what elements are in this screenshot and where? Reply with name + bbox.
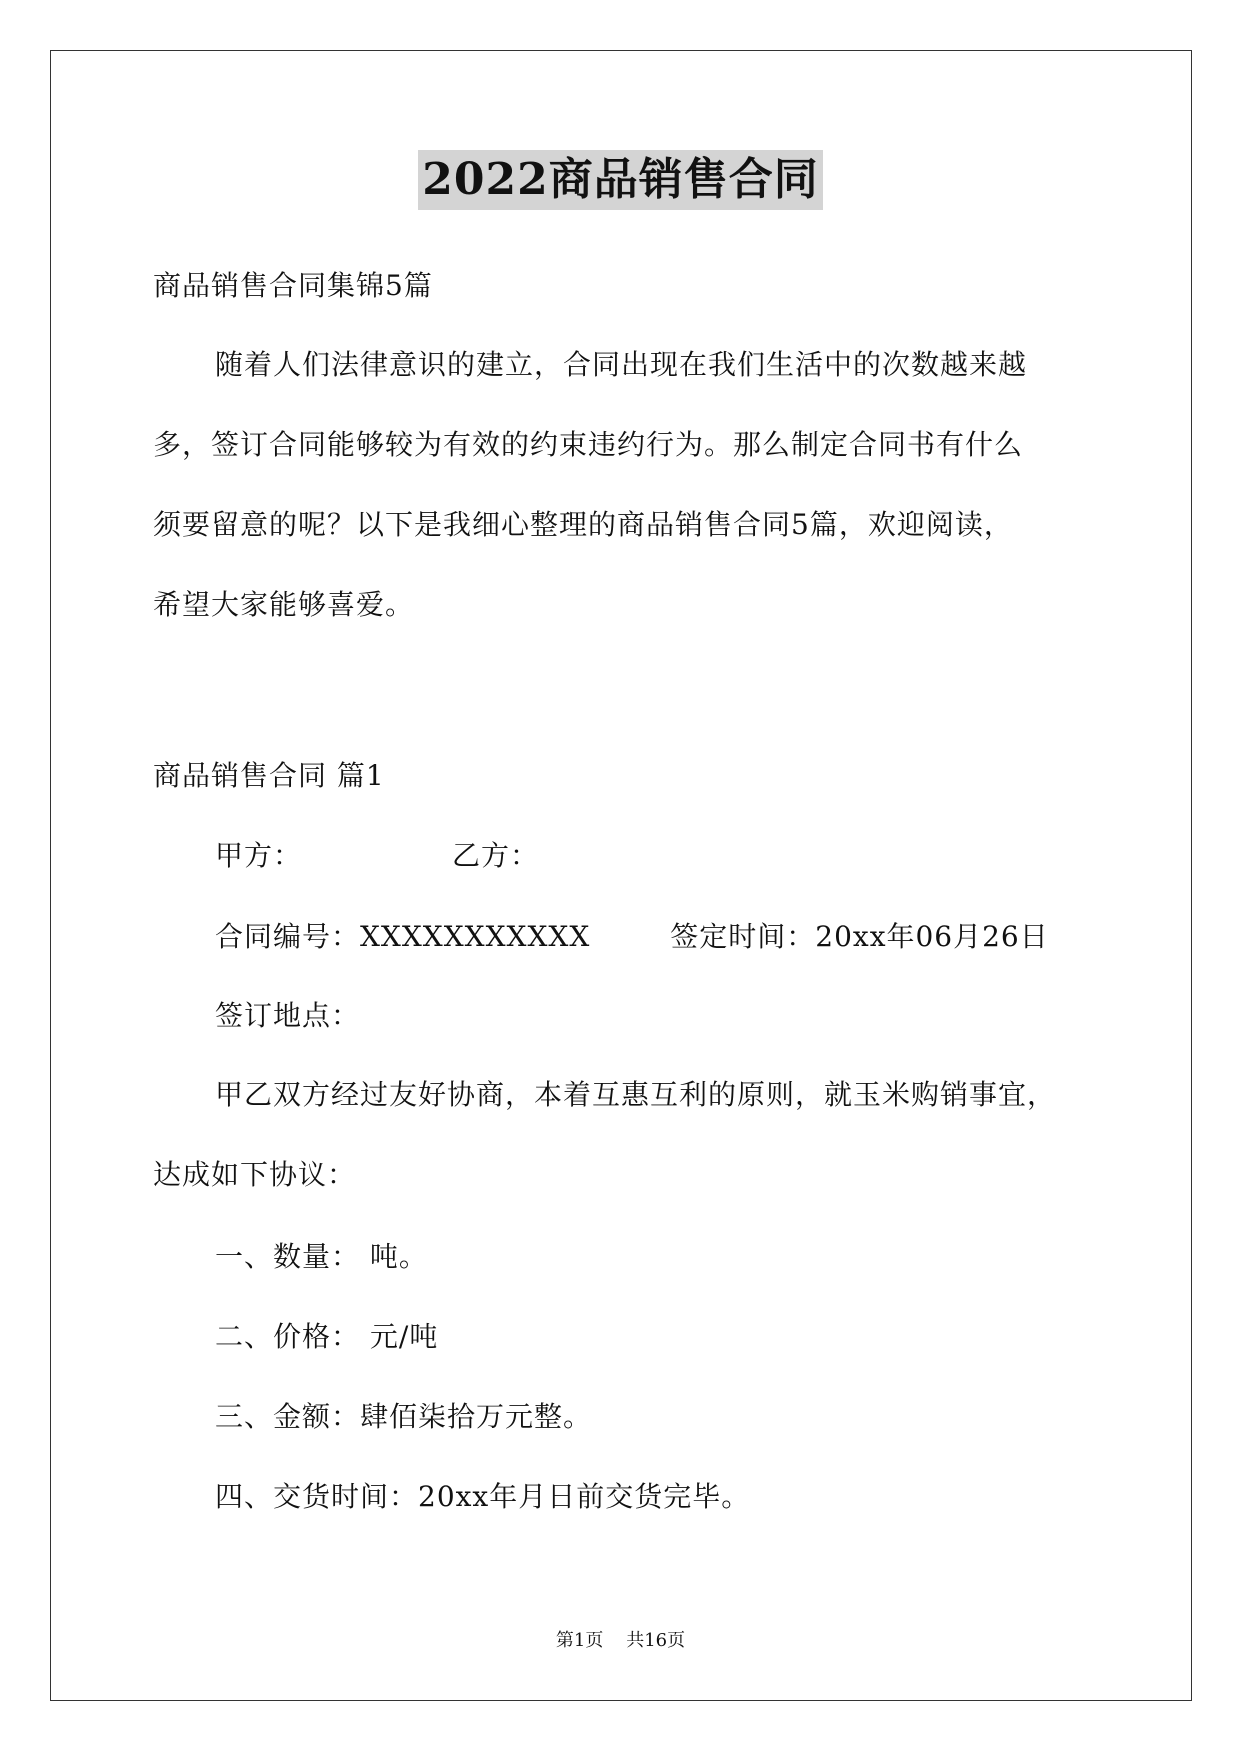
title-container <box>0 150 1241 210</box>
clause-item: 四、交货时间：20xx年月日前交货完毕。 <box>215 1480 751 1513</box>
sign-time: 签定时间：20xx年06月26日 <box>670 920 1049 953</box>
clause-item: 二、价格： 元/吨 <box>215 1320 439 1353</box>
intro-line: 随着人们法律意识的建立，合同出现在我们生活中的次数越来越 <box>215 348 1028 381</box>
intro-line: 希望大家能够喜爱。 <box>153 588 415 621</box>
intro-line: 须要留意的呢？以下是我细心整理的商品销售合同5篇，欢迎阅读， <box>153 508 1013 541</box>
page-number: 第1页 <box>555 1630 604 1651</box>
party-a-label: 甲方： <box>215 839 303 872</box>
page-total: 共16页 <box>626 1630 686 1651</box>
contract-info-line <box>215 917 1049 957</box>
party-b-label: 乙方： <box>452 839 540 872</box>
parties-line <box>215 836 539 876</box>
clause-item: 一、数量： 吨。 <box>215 1240 428 1273</box>
section-heading: 商品销售合同 篇1 <box>153 759 385 792</box>
contract-number: 合同编号：XXXXXXXXXXX <box>215 920 591 953</box>
intro-line: 多，签订合同能够较为有效的约束违约行为。那么制定合同书有什么 <box>153 428 1024 461</box>
agreement-line: 达成如下协议： <box>153 1158 357 1191</box>
clause-item: 三、金额：肆佰柒拾万元整。 <box>215 1400 593 1433</box>
page-footer <box>0 1629 1241 1653</box>
document-subtitle: 商品销售合同集锦5篇 <box>153 269 433 302</box>
sign-place: 签订地点： <box>215 999 361 1032</box>
document-title: 2022商品销售合同 <box>418 150 822 210</box>
agreement-line: 甲乙双方经过友好协商，本着互惠互利的原则，就玉米购销事宜， <box>215 1078 1057 1111</box>
